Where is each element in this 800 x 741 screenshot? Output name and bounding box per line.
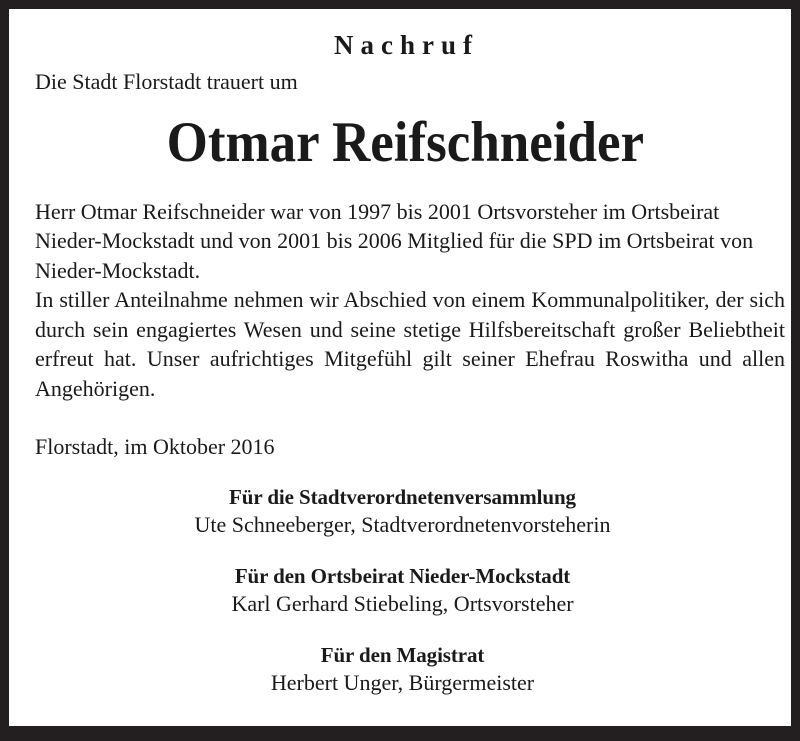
body-paragraph-1: Herr Otmar Reifschneider war von 1997 bis 2001 Ortsvorsteher im Ortsbeirat Nieder-Mockstadt und von 2001 bis 2006 Mitglied für die SPD im Ortsbeirat von Nieder-Mockstadt.: [35, 198, 754, 283]
notice-lead-line: Die Stadt Florstadt trauert um: [35, 69, 298, 95]
signature-person: Karl Gerhard Stiebeling, Ortsvorsteher: [231, 590, 574, 616]
place-and-date: Florstadt, im Oktober 2016: [35, 434, 275, 459]
signature-block: [35, 642, 770, 697]
obituary-notice-card: [9, 9, 791, 726]
notice-kicker: Nachruf: [334, 30, 479, 60]
signature-person: Ute Schneeberger, Stadtverordnetenvorsteherin: [194, 511, 611, 537]
deceased-name: Otmar Reifschneider: [166, 110, 645, 174]
signature-person: Herbert Unger, Bürgermeister: [270, 669, 535, 695]
body-paragraph-2: In stiller Anteilnahme nehmen wir Abschied von einem Kommunalpolitiker, der sich durch sein engagiertes Wesen und seine stetige Hilfsbereitschaft großer Beliebtheit erfreut hat. Unser aufrichtiges Mitgefühl gilt seiner Ehefrau Roswitha und allen Angehörigen.: [35, 287, 785, 401]
signature-organisation: Für den Ortsbeirat Nieder-Mockstadt: [234, 563, 571, 588]
signature-organisation: Für die Stadtverordnetenversammlung: [229, 484, 576, 509]
obituary-content: [35, 9, 785, 697]
obituary-body: [35, 197, 785, 404]
signature-block: [35, 563, 770, 618]
signature-blocks: [35, 484, 785, 697]
signature-block: [35, 484, 770, 539]
signature-organisation: Für den Magistrat: [320, 642, 485, 667]
